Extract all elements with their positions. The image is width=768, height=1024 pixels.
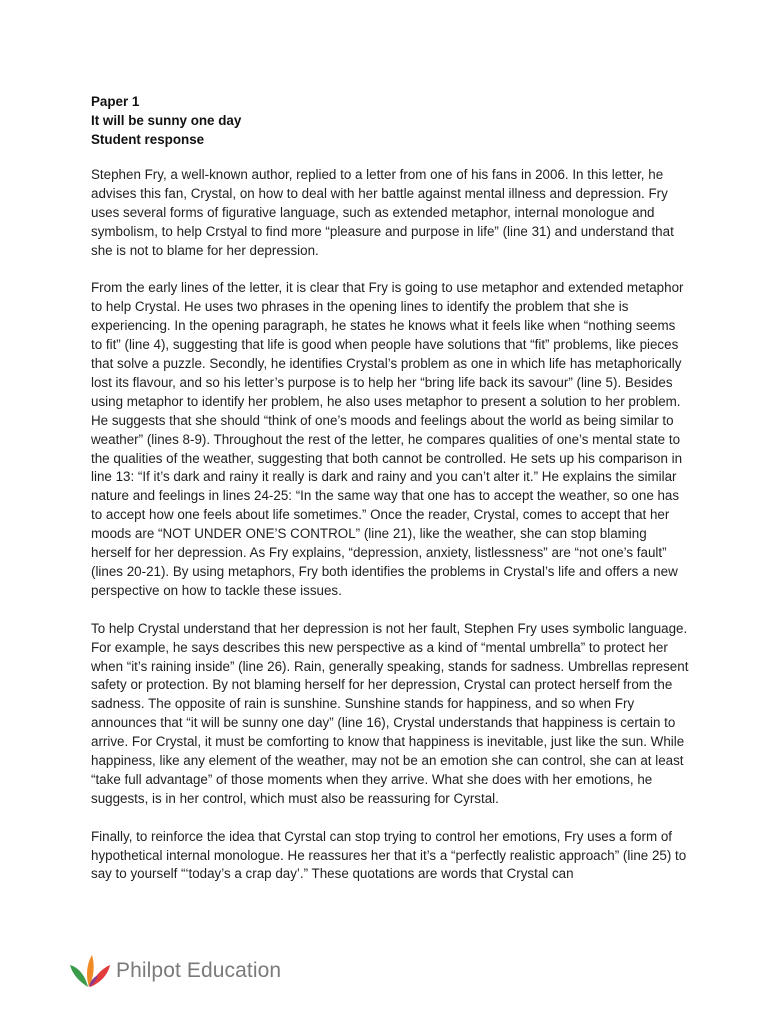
document-subtitle: Student response: [91, 132, 205, 147]
brand-name: Philpot Education: [116, 959, 282, 982]
paragraph-metaphor: From the early lines of the letter, it is clear that Fry is going to use metaphor and extended metaphor to help Crystal. He uses two phrases in the opening lines to identify the problem that she is experiencing. In the opening paragraph, he states he knows what it feels like when “nothing seems to fit” (line 4), suggesting that life is good when people have solutions that “fit” problems, like pieces that solve a puzzle. Secondly, he identifies Crystal’s problem as one in which life has metaphorically lost its flavour, and so his letter’s purpose is to help her “bring life back its savour” (line 5). Besides using metaphor to identify her problem, he also uses metaphor to present a solution to her problem. He suggests that she should “think of one’s moods and feelings about the world as being similar to weather” (lines 8-9). Throughout the rest of the letter, he compares qualities of one’s mental state to the qualities of the weather, suggesting that both cannot be controlled. He sets up his comparison in line 13: “If it’s dark and rainy it really is dark and rainy and you can’t alter it.” He explains the similar nature and feelings in lines 24-25: “In the same way that one has to accept the weather, so one has to accept how one feels about life sometimes.” Once the reader, Crystal, comes to accept that her moods are “NOT UNDER ONE’S CONTROL” (line 21), like the weather, she can stop blaming herself for her depression. As Fry explains, “depression, anxiety, listlessness” are “not one’s fault” (lines 20-21). By using metaphors, Fry both identifies the problems in Crystal’s life and offers a new perspective on how to tackle these issues.: [91, 280, 684, 598]
essay-body: [91, 166, 689, 903]
paper-label: Paper 1: [91, 94, 140, 109]
paragraph-monologue: Finally, to reinforce the idea that Cyrstal can stop trying to control her emotions, Fry uses a form of hypothetical internal monologue. He reassures her that it’s a “perfectly realistic approach” (line 25) to say to yourself “‘today’s a crap day’.” These quotations are words that Crystal can: [91, 828, 687, 882]
footer-brand: [68, 950, 281, 992]
document-header: [91, 92, 691, 149]
leaf-logo-icon: [68, 951, 112, 991]
document-title: It will be sunny one day: [91, 113, 242, 128]
paragraph-intro: Stephen Fry, a well-known author, replied to a letter from one of his fans in 2006. In this letter, he advises this fan, Crystal, on how to deal with her battle against mental illness and depression. Fry uses several forms of figurative language, such as extended metaphor, internal monologue and symbolism, to help Crstyal to find more “pleasure and purpose in life” (line 31) and understand that she is not to blame for her depression.: [91, 167, 674, 258]
paragraph-symbolism: To help Crystal understand that her depression is not her fault, Stephen Fry uses symbolic language. For example, he says describes this new perspective as a kind of “mental umbrella” to protect her when “it’s raining inside” (line 26). Rain, generally speaking, stands for sadness. Umbrellas represent safety or protection. By not blaming herself for her depression, Crystal can protect herself from the sadness. The opposite of rain is sunshine. Sunshine stands for happiness, and so when Fry announces that “it will be sunny one day” (line 16), Crystal understands that happiness is certain to arrive. For Crystal, it must be comforting to know that happiness is inevitable, just like the sun. While happiness, like any element of the weather, may not be an emotion she can control, she can at least “take full advantage” of those moments when they arrive. What she does with her emotions, he suggests, is in her control, which must also be reassuring for Cyrstal.: [91, 620, 689, 806]
